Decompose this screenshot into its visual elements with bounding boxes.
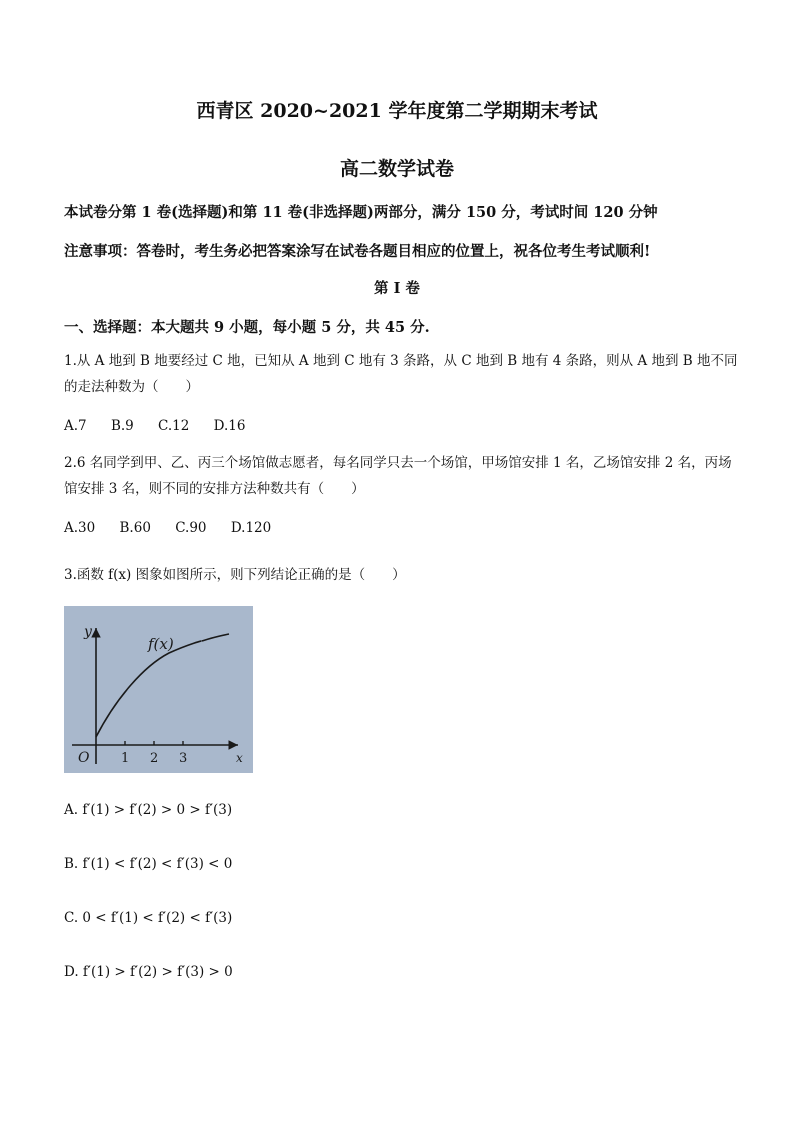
section-heading: 一、选择题：本大题共 9 小题，每小题 5 分，共 45 分. — [64, 319, 430, 336]
q2-stem-line2: 馆安排 3 名，则不同的安排方法种数共有（ ） — [64, 481, 365, 497]
function-graph-figure — [64, 606, 253, 773]
q1-option-d[interactable]: D.16 — [213, 418, 246, 434]
x-tick-label-1: 1 — [121, 751, 130, 766]
x-tick-label-3: 3 — [179, 751, 188, 766]
origin-label: O — [78, 750, 90, 766]
x-axis-label: x — [236, 751, 243, 765]
q1-stem-line1: 1.从 A 地到 B 地要经过 C 地，已知从 A 地到 C 地有 3 条路，从 C 地到 B 地有 4 条路，则从 A 地到 B 地不同 — [64, 353, 738, 369]
q2-option-c[interactable]: C.90 — [175, 520, 207, 536]
q3-option-d[interactable]: D. f′(1) > f′(2) > f′(3) > 0 — [64, 964, 233, 980]
x-tick-label-2: 2 — [150, 751, 159, 766]
q2-options — [64, 515, 291, 541]
y-axis-label: y — [84, 624, 92, 640]
q1-options — [64, 413, 265, 439]
q2-option-a[interactable]: A.30 — [64, 520, 96, 536]
q1-stem-line2: 的走法种数为（ ） — [64, 379, 199, 395]
q3-option-c[interactable]: C. 0 < f′(1) < f′(2) < f′(3) — [64, 910, 233, 926]
q1-option-b[interactable]: B.9 — [110, 418, 134, 434]
q2-option-d[interactable]: D.120 — [230, 520, 272, 536]
q3-option-a[interactable]: A. f′(1) > f′(2) > 0 > f′(3) — [64, 802, 233, 818]
exam-subtitle: 高二数学试卷 — [339, 158, 454, 180]
q3-option-b[interactable]: B. f′(1) < f′(2) < f′(3) < 0 — [64, 856, 233, 872]
exam-title: 西青区 2020~2021 学年度第二学期期末考试 — [196, 100, 598, 122]
curve-label: f(x) — [148, 635, 174, 653]
q1-option-c[interactable]: C.12 — [158, 418, 190, 434]
q1-option-a[interactable]: A.7 — [64, 418, 87, 434]
q2-option-b[interactable]: B.60 — [119, 520, 151, 536]
volume-heading: 第 I 卷 — [374, 280, 420, 297]
q2-stem-line1: 2.6 名同学到甲、乙、丙三个场馆做志愿者，每名同学只去一个场馆，甲场馆安排 1 名，乙场馆安排 2 名，丙场 — [64, 455, 732, 471]
q3-stem: 3.函数 f(x) 图象如图所示，则下列结论正确的是（ ） — [64, 567, 406, 583]
exam-notice: 注意事项：答卷时，考生务必把答案涂写在试卷各题目相应的位置上，祝各位考生考试顺利! — [64, 243, 651, 260]
exam-intro: 本试卷分第 1 卷(选择题)和第 11 卷(非选择题)两部分，满分 150 分，考试时间 120 分钟 — [64, 204, 658, 221]
